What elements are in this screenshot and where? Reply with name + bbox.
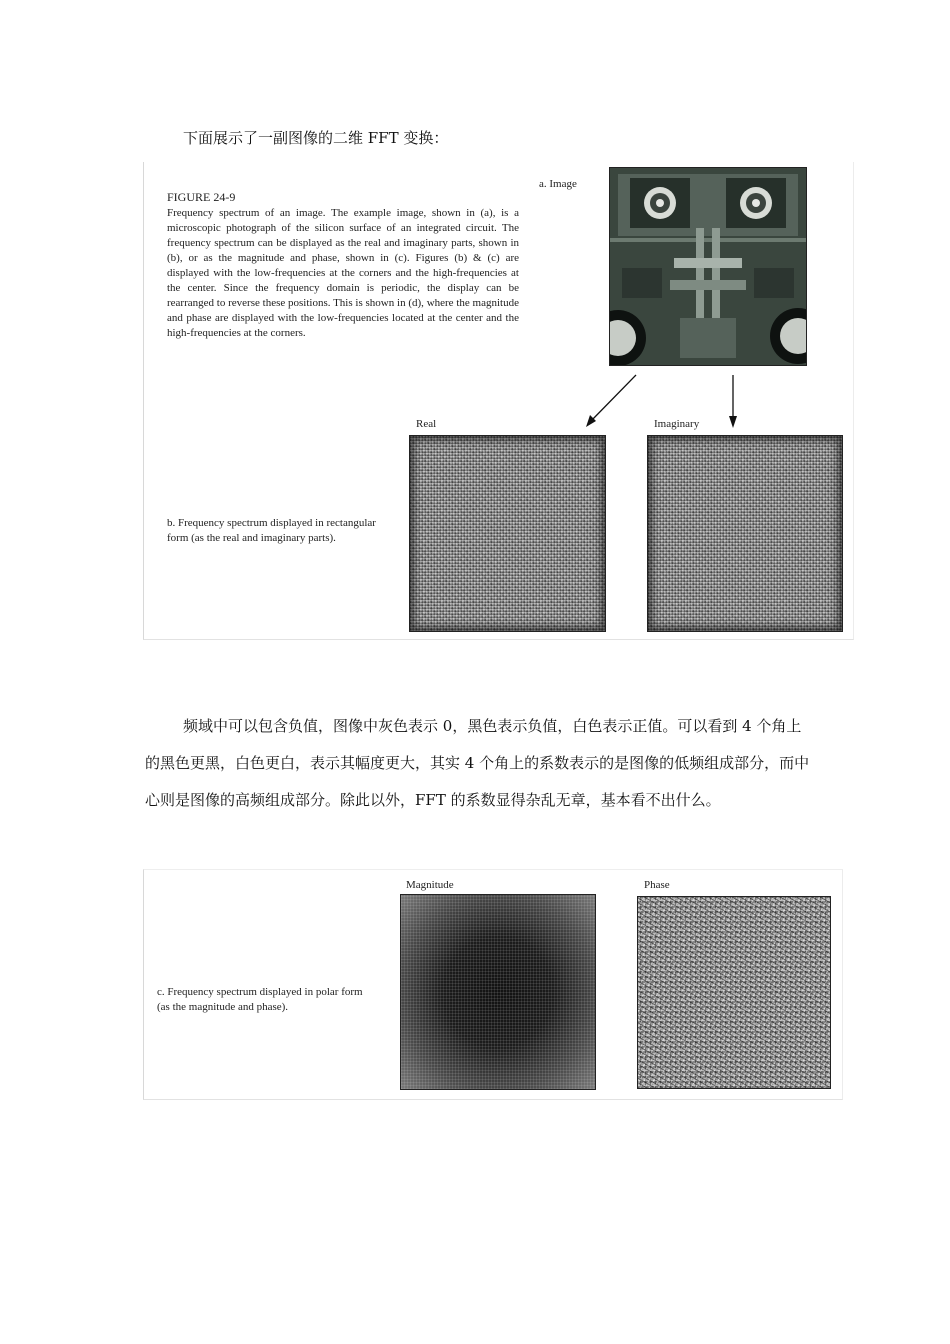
image-label: a. Image xyxy=(539,178,577,190)
intro-paragraph: 下面展示了一副图像的二维 FFT 变换： xyxy=(183,129,449,147)
arrows xyxy=(144,162,853,442)
figure-24-9 xyxy=(143,162,854,640)
magnitude-plot xyxy=(400,894,596,1090)
body-paragraph: 频域中可以包含负值，图像中灰色表示 0，黑色表示负值，白色表示正值。可以看到 4 个角上的黑色更黑，白色更白，表示其幅度更大，其实 4 个角上的系数表示的是图像的低频组成部分，而中心则是图像的高频组成部分。除此以外，FFT 的系数显得杂乱无章，基本看不出什么。 xyxy=(145,717,810,809)
real-part-plot xyxy=(409,435,606,632)
imaginary-label: Imaginary xyxy=(654,418,700,430)
caption-b: b. Frequency spectrum displayed in rectangular form (as the real and imaginary parts). xyxy=(167,517,376,544)
phase-plot xyxy=(637,896,831,1089)
phase-label: Phase xyxy=(644,879,670,891)
figure-caption: Frequency spectrum of an image. The example image, shown in (a), is a microscopic photograph of the silicon surface of an integrated circuit. The frequency spectrum can be displayed as the real and imaginary parts, shown in (b), or as the magnitude and phase, shown in (c). Figures (b) & (c) are displayed with the low-frequencies at the corners and the high-frequencies at the center. Since the frequency domain is periodic, the display can be rearranged to reverse these positions. This is shown in (d), where the magnitude and phase are displayed with the low-frequencies located at the center and the high-frequencies at the corners. xyxy=(167,207,519,339)
imaginary-part-plot xyxy=(647,435,843,632)
caption-c: c. Frequency spectrum displayed in polar form (as the magnitude and phase). xyxy=(157,986,363,1013)
figure-title: FIGURE 24-9 xyxy=(167,190,236,204)
magnitude-label: Magnitude xyxy=(406,879,454,891)
real-label: Real xyxy=(416,418,437,430)
figure-polar xyxy=(143,869,843,1100)
